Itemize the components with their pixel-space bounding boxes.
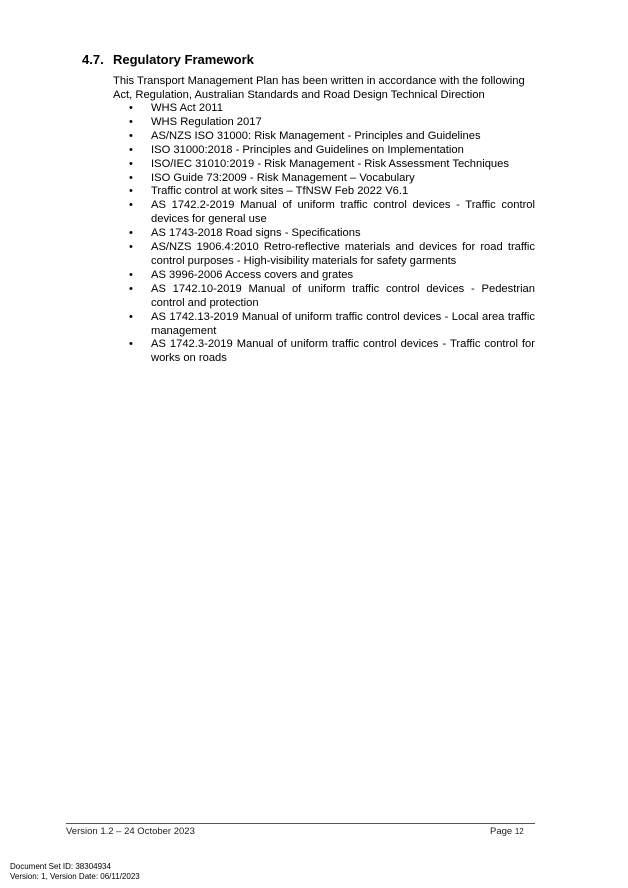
footer-divider (66, 823, 535, 824)
list-item-text: AS 1742.3-2019 Manual of uniform traffic control devices - Traffic control for works on roads (151, 338, 535, 365)
list-item-text: AS 1742.13-2019 Manual of uniform traffic control devices - Local area traffic management (151, 310, 535, 337)
list-item (113, 227, 535, 241)
list-item-text: ISO 31000:2018 - Principles and Guidelines on Implementation (151, 143, 464, 156)
list-item-text: AS/NZS 1906.4:2010 Retro-reflective materials and devices for road traffic control purposes - High-visibility materials for safety garments (151, 241, 535, 267)
regulation-list (113, 102, 535, 366)
list-item (113, 311, 535, 339)
list-item (113, 283, 535, 311)
list-item (113, 172, 535, 186)
document-set-id: Document Set ID: 38304934 (10, 862, 111, 871)
list-item-text: AS 1742.2-2019 Manual of uniform traffic control devices - Traffic control devices for general use (151, 199, 535, 226)
bullet-icon: • (129, 310, 133, 323)
page-number: 12 (514, 827, 524, 836)
bullet-icon: • (129, 268, 133, 281)
list-item (113, 102, 535, 116)
list-item-text: WHS Regulation 2017 (151, 115, 262, 128)
page-label: Page (490, 826, 513, 837)
section-title: Regulatory Framework (113, 52, 254, 67)
bullet-icon: • (129, 157, 133, 170)
list-item (113, 199, 535, 227)
list-item-text: AS 1742.10-2019 Manual of uniform traffic control devices - Pedestrian control and protection (151, 282, 535, 309)
bullet-icon: • (129, 171, 133, 184)
list-item-text: AS/NZS ISO 31000: Risk Management - Principles and Guidelines (151, 129, 481, 142)
bullet-icon: • (129, 102, 133, 114)
bullet-icon: • (129, 115, 133, 128)
bullet-icon: • (129, 143, 133, 156)
list-item (113, 269, 535, 283)
list-item (113, 158, 535, 172)
document-version-date: Version: 1, Version Date: 06/11/2023 (10, 872, 140, 881)
list-item (113, 116, 535, 130)
section-heading (82, 52, 254, 67)
footer-version: Version 1.2 – 24 October 2023 (66, 826, 195, 837)
bullet-icon: • (129, 199, 133, 212)
document-info (10, 862, 140, 882)
list-item (113, 338, 535, 366)
list-item (113, 144, 535, 158)
list-item (113, 185, 535, 199)
list-item (113, 130, 535, 144)
section-intro: This Transport Management Plan has been written in accordance with the following Act, Regulation, Australian Standards and Road Design Technical Direction (113, 75, 525, 102)
bullet-icon: • (129, 338, 133, 351)
list-item-text: ISO Guide 73:2009 - Risk Management – Vocabulary (151, 171, 415, 184)
footer-page (490, 826, 524, 837)
section-number: 4.7. (82, 52, 104, 67)
bullet-icon: • (129, 227, 133, 240)
list-item-text: Traffic control at work sites – TfNSW Feb 2022 V6.1 (151, 185, 409, 198)
bullet-icon: • (129, 129, 133, 142)
list-item-text: AS 1743-2018 Road signs - Specifications (151, 227, 361, 240)
list-item-text: WHS Act 2011 (151, 102, 223, 114)
list-item (113, 241, 535, 269)
bullet-icon: • (129, 185, 133, 198)
list-item-text: ISO/IEC 31010:2019 - Risk Management - Risk Assessment Techniques (151, 157, 509, 170)
bullet-icon: • (129, 241, 133, 254)
list-item-text: AS 3996-2006 Access covers and grates (151, 268, 354, 281)
bullet-icon: • (129, 282, 133, 295)
